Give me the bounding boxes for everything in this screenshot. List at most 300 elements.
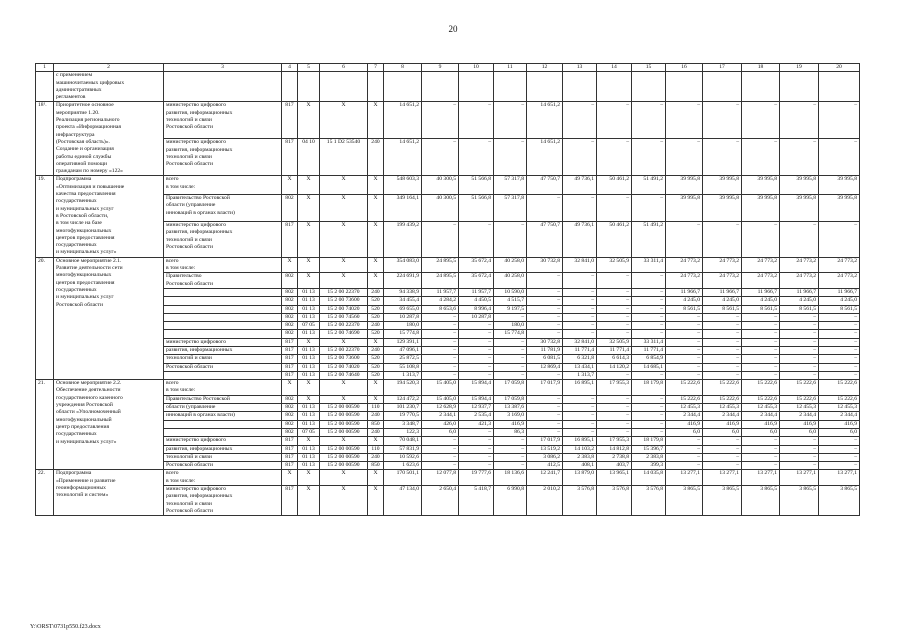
budget-code-cell: X bbox=[298, 102, 320, 139]
amount-cell: 15 222,6 bbox=[666, 380, 703, 396]
amount-cell: 14 651,2 bbox=[527, 139, 563, 176]
executor-cell bbox=[164, 288, 282, 296]
table-row bbox=[36, 176, 860, 194]
budget-code-cell: 15 2 00 74560 bbox=[320, 313, 368, 321]
budget-code-cell: X bbox=[368, 380, 384, 396]
amount-cell: 8 561,5 bbox=[819, 305, 860, 313]
amount-cell bbox=[597, 72, 632, 102]
budget-code-cell: 520 bbox=[368, 297, 384, 305]
column-header: 8 bbox=[384, 64, 422, 72]
amount-cell: – bbox=[527, 330, 563, 338]
amount-cell: – bbox=[632, 412, 666, 420]
executor-cell: технологий и связи bbox=[164, 453, 282, 461]
amount-cell: 11 781,9 bbox=[527, 346, 563, 354]
executor-cell bbox=[164, 428, 282, 436]
row-number-cell: 22. bbox=[36, 470, 54, 516]
amount-cell: – bbox=[780, 363, 819, 371]
executor-cell: министерство цифрового развития, информационных технологий и связи Ростовской области bbox=[164, 486, 282, 516]
amount-cell: 2 383,8 bbox=[632, 453, 666, 461]
amount-cell: 17 017,9 bbox=[527, 380, 563, 396]
amount-cell: 11 966,7 bbox=[780, 288, 819, 296]
budget-code-cell: X bbox=[298, 194, 320, 221]
executor-cell bbox=[164, 72, 282, 102]
amount-cell: – bbox=[563, 412, 597, 420]
amount-cell: 11 966,7 bbox=[703, 288, 742, 296]
amount-cell: 47 134,0 bbox=[384, 486, 422, 516]
amount-cell: 39 995,8 bbox=[780, 194, 819, 221]
amount-cell: – bbox=[563, 322, 597, 330]
amount-cell: – bbox=[459, 355, 494, 363]
column-header: 10 bbox=[459, 64, 494, 72]
amount-cell: 24 773,2 bbox=[780, 257, 819, 273]
amount-cell bbox=[742, 72, 780, 102]
amount-cell: – bbox=[703, 453, 742, 461]
budget-code-cell: X bbox=[282, 470, 298, 486]
amount-cell: – bbox=[666, 221, 703, 257]
amount-cell: – bbox=[703, 221, 742, 257]
amount-cell: 11 957,7 bbox=[422, 288, 459, 296]
footer-file-path: Y:\ORST\0731p550.f23.docx bbox=[30, 624, 101, 630]
amount-cell: 2 535,4 bbox=[459, 412, 494, 420]
budget-code-cell: 15 2 00 00590 bbox=[320, 412, 368, 420]
budget-code-cell: X bbox=[320, 338, 368, 346]
amount-cell: – bbox=[632, 273, 666, 289]
budget-code-cell: 15 2 00 74640 bbox=[320, 371, 368, 379]
amount-cell: 40 258,0 bbox=[494, 257, 527, 273]
amount-cell: – bbox=[527, 371, 563, 379]
amount-cell: – bbox=[563, 395, 597, 403]
amount-cell: 3 865,5 bbox=[666, 486, 703, 516]
budget-code-cell: 802 bbox=[282, 194, 298, 221]
executor-cell: инноваций в органах власти) bbox=[164, 412, 282, 420]
amount-cell: 40 258,0 bbox=[494, 273, 527, 289]
amount-cell: 32 841,0 bbox=[563, 338, 597, 346]
amount-cell: – bbox=[597, 194, 632, 221]
executor-cell: всего в том числе: bbox=[164, 176, 282, 194]
amount-cell: – bbox=[666, 139, 703, 176]
amount-cell: – bbox=[597, 322, 632, 330]
amount-cell: – bbox=[563, 330, 597, 338]
amount-cell: – bbox=[494, 346, 527, 354]
column-header: 14 bbox=[597, 64, 632, 72]
amount-cell: 8 561,5 bbox=[780, 305, 819, 313]
amount-cell: 170 501,1 bbox=[384, 470, 422, 486]
column-header: 1 bbox=[36, 64, 54, 72]
amount-cell: – bbox=[422, 322, 459, 330]
amount-cell: 57 317,8 bbox=[494, 176, 527, 194]
budget-code-cell: 802 bbox=[282, 288, 298, 296]
amount-cell: – bbox=[742, 102, 780, 139]
amount-cell: – bbox=[494, 355, 527, 363]
amount-cell: 2 344,4 bbox=[666, 412, 703, 420]
amount-cell: 14 035,8 bbox=[632, 470, 666, 486]
amount-cell: – bbox=[666, 338, 703, 346]
table-row bbox=[36, 72, 860, 102]
budget-code-cell: 15 2 00 74690 bbox=[320, 330, 368, 338]
amount-cell: – bbox=[597, 420, 632, 428]
executor-cell: министерство цифрового развития, информационных технологий и связи Ростовской области bbox=[164, 139, 282, 176]
amount-cell: 25 872,5 bbox=[384, 355, 422, 363]
amount-cell: 39 995,8 bbox=[780, 176, 819, 194]
amount-cell: 12 455,3 bbox=[703, 404, 742, 412]
column-header: 20 bbox=[819, 64, 860, 72]
amount-cell: 14 685,1 bbox=[632, 363, 666, 371]
amount-cell: – bbox=[422, 221, 459, 257]
amount-cell: 15 222,6 bbox=[819, 395, 860, 403]
amount-cell: 12 455,3 bbox=[742, 404, 780, 412]
budget-code-cell bbox=[368, 72, 384, 102]
amount-cell: – bbox=[666, 363, 703, 371]
amount-cell: 180,0 bbox=[384, 322, 422, 330]
amount-cell bbox=[666, 72, 703, 102]
amount-cell: 69 655,0 bbox=[384, 305, 422, 313]
amount-cell: – bbox=[422, 445, 459, 453]
amount-cell: 13 387,6 bbox=[494, 404, 527, 412]
amount-cell: 12 455,3 bbox=[819, 404, 860, 412]
budget-code-cell: 240 bbox=[368, 412, 384, 420]
amount-cell: 14 651,2 bbox=[527, 102, 563, 139]
amount-cell: 3 865,5 bbox=[780, 486, 819, 516]
amount-cell: – bbox=[666, 322, 703, 330]
amount-cell: 15 405,0 bbox=[422, 395, 459, 403]
amount-cell: 6 990,8 bbox=[494, 486, 527, 516]
amount-cell: 416,9 bbox=[819, 420, 860, 428]
executor-cell bbox=[164, 371, 282, 379]
amount-cell: – bbox=[459, 322, 494, 330]
amount-cell: 24 773,2 bbox=[666, 273, 703, 289]
amount-cell: – bbox=[666, 437, 703, 445]
budget-code-cell: 817 bbox=[282, 338, 298, 346]
amount-cell: – bbox=[563, 313, 597, 321]
amount-cell: – bbox=[422, 371, 459, 379]
amount-cell: – bbox=[703, 462, 742, 470]
amount-cell: – bbox=[527, 428, 563, 436]
amount-cell: – bbox=[563, 428, 597, 436]
budget-code-cell: 240 bbox=[368, 288, 384, 296]
budget-code-cell: 802 bbox=[282, 330, 298, 338]
budget-code-cell: 520 bbox=[368, 355, 384, 363]
amount-cell: 8 561,5 bbox=[666, 305, 703, 313]
amount-cell: – bbox=[597, 395, 632, 403]
amount-cell: 194 520,3 bbox=[384, 380, 422, 396]
amount-cell: 416,9 bbox=[666, 420, 703, 428]
amount-cell: 15 894,4 bbox=[459, 395, 494, 403]
amount-cell: 19 770,5 bbox=[384, 412, 422, 420]
budget-code-cell bbox=[282, 72, 298, 102]
amount-cell: 2 344,4 bbox=[703, 412, 742, 420]
amount-cell: 16 895,1 bbox=[563, 380, 597, 396]
amount-cell: – bbox=[632, 395, 666, 403]
amount-cell: 17 955,3 bbox=[597, 437, 632, 445]
amount-cell: 47 750,7 bbox=[527, 221, 563, 257]
executor-cell: всего в том числе: bbox=[164, 470, 282, 486]
amount-cell: – bbox=[742, 437, 780, 445]
amount-cell: 2 738,8 bbox=[597, 453, 632, 461]
amount-cell: 50 461,2 bbox=[597, 221, 632, 257]
amount-cell: 15 405,0 bbox=[422, 380, 459, 396]
amount-cell: – bbox=[597, 330, 632, 338]
amount-cell: 49 736,1 bbox=[563, 221, 597, 257]
amount-cell: 24 773,2 bbox=[742, 273, 780, 289]
amount-cell: 50 461,2 bbox=[597, 176, 632, 194]
executor-cell: министерство цифрового bbox=[164, 338, 282, 346]
amount-cell: 24 895,5 bbox=[422, 273, 459, 289]
amount-cell bbox=[703, 72, 742, 102]
amount-cell: 51 491,2 bbox=[632, 221, 666, 257]
budget-code-cell: 15 2 00 00590 bbox=[320, 453, 368, 461]
amount-cell: 3 865,5 bbox=[742, 486, 780, 516]
amount-cell: 122,3 bbox=[384, 428, 422, 436]
amount-cell: 8 996,4 bbox=[459, 305, 494, 313]
budget-code-cell: X bbox=[298, 437, 320, 445]
measure-name-cell: с применением машиночитаемых цифровых административных регламентов bbox=[54, 72, 164, 102]
amount-cell: 11 966,7 bbox=[742, 288, 780, 296]
amount-cell: 4 284,2 bbox=[422, 297, 459, 305]
amount-cell: – bbox=[742, 346, 780, 354]
column-header: 6 bbox=[320, 64, 368, 72]
amount-cell: 24 773,2 bbox=[780, 273, 819, 289]
executor-cell: министерство цифрового bbox=[164, 437, 282, 445]
amount-cell: 15 222,6 bbox=[703, 395, 742, 403]
budget-code-cell: 15 2 00 22370 bbox=[320, 322, 368, 330]
budget-code-cell: 15 2 00 73600 bbox=[320, 297, 368, 305]
amount-cell: – bbox=[819, 462, 860, 470]
amount-cell: 14 651,2 bbox=[384, 102, 422, 139]
amount-cell: 24 773,2 bbox=[703, 257, 742, 273]
budget-code-cell: 01 13 bbox=[298, 404, 320, 412]
table-row bbox=[36, 380, 860, 396]
amount-cell: – bbox=[494, 139, 527, 176]
amount-cell: – bbox=[422, 355, 459, 363]
amount-cell: 12 077,8 bbox=[422, 470, 459, 486]
amount-cell: – bbox=[703, 363, 742, 371]
amount-cell: 24 773,2 bbox=[742, 257, 780, 273]
amount-cell: – bbox=[632, 371, 666, 379]
amount-cell: – bbox=[819, 102, 860, 139]
budget-code-cell: 240 bbox=[368, 453, 384, 461]
amount-cell: 1 623,6 bbox=[384, 462, 422, 470]
amount-cell: 34 455,4 bbox=[384, 297, 422, 305]
amount-cell: – bbox=[666, 346, 703, 354]
budget-code-cell: 04 10 bbox=[298, 139, 320, 176]
amount-cell: – bbox=[527, 194, 563, 221]
amount-cell: – bbox=[632, 305, 666, 313]
amount-cell: 6 321,8 bbox=[563, 355, 597, 363]
column-header: 3 bbox=[164, 64, 282, 72]
amount-cell: – bbox=[563, 288, 597, 296]
amount-cell: – bbox=[742, 322, 780, 330]
budget-code-cell: 15 2 00 22370 bbox=[320, 346, 368, 354]
amount-cell: – bbox=[459, 139, 494, 176]
amount-cell: 39 995,8 bbox=[703, 176, 742, 194]
amount-cell: 3 086,2 bbox=[527, 453, 563, 461]
executor-cell: министерство цифрового развития, информационных технологий и связи Ростовской области bbox=[164, 221, 282, 257]
executor-cell bbox=[164, 313, 282, 321]
amount-cell: 51 566,8 bbox=[459, 194, 494, 221]
amount-cell: – bbox=[819, 313, 860, 321]
budget-code-cell: X bbox=[368, 194, 384, 221]
amount-cell: – bbox=[780, 338, 819, 346]
amount-cell: – bbox=[819, 437, 860, 445]
budget-code-cell: X bbox=[320, 221, 368, 257]
amount-cell: 354 083,0 bbox=[384, 257, 422, 273]
amount-cell: – bbox=[819, 445, 860, 453]
amount-cell: 2 344,1 bbox=[422, 412, 459, 420]
amount-cell: 57 317,8 bbox=[494, 194, 527, 221]
amount-cell: – bbox=[703, 346, 742, 354]
budget-code-cell: 110 bbox=[368, 404, 384, 412]
amount-cell: – bbox=[527, 420, 563, 428]
amount-cell: 4 245,0 bbox=[819, 297, 860, 305]
amount-cell: 4 515,7 bbox=[494, 297, 527, 305]
budget-code-cell: 817 bbox=[282, 221, 298, 257]
row-number-cell: 19. bbox=[36, 176, 54, 257]
amount-cell: 13 434,1 bbox=[563, 363, 597, 371]
row-number-cell: 21. bbox=[36, 380, 54, 470]
executor-cell: технологий и связи bbox=[164, 355, 282, 363]
amount-cell: – bbox=[703, 437, 742, 445]
amount-cell: 24 773,2 bbox=[666, 257, 703, 273]
amount-cell: – bbox=[459, 428, 494, 436]
column-header: 19 bbox=[780, 64, 819, 72]
budget-code-cell bbox=[320, 72, 368, 102]
budget-code-cell: 01 13 bbox=[298, 297, 320, 305]
amount-cell: – bbox=[422, 139, 459, 176]
amount-cell: – bbox=[422, 330, 459, 338]
budget-code-cell: X bbox=[298, 380, 320, 396]
budget-code-cell: 520 bbox=[368, 330, 384, 338]
column-header: 18 bbox=[742, 64, 780, 72]
amount-cell: 19 777,6 bbox=[459, 470, 494, 486]
amount-cell: – bbox=[632, 102, 666, 139]
budget-code-cell: X bbox=[320, 395, 368, 403]
amount-cell: – bbox=[527, 297, 563, 305]
amount-cell: 18 136,6 bbox=[494, 470, 527, 486]
amount-cell bbox=[459, 72, 494, 102]
amount-cell: 15 774,8 bbox=[384, 330, 422, 338]
amount-cell: 9 197,5 bbox=[494, 305, 527, 313]
amount-cell: 17 059,8 bbox=[494, 380, 527, 396]
budget-code-cell: X bbox=[368, 486, 384, 516]
amount-cell: 11 771,4 bbox=[563, 346, 597, 354]
budget-code-cell: X bbox=[320, 102, 368, 139]
amount-cell: 57 831,9 bbox=[384, 445, 422, 453]
budget-code-cell: 01 13 bbox=[298, 305, 320, 313]
executor-cell: министерство цифрового развития, информационных технологий и связи Ростовской области bbox=[164, 102, 282, 139]
amount-cell: 13 519,2 bbox=[527, 445, 563, 453]
amount-cell: – bbox=[459, 437, 494, 445]
amount-cell: 39 995,8 bbox=[703, 194, 742, 221]
amount-cell: 5 418,7 bbox=[459, 486, 494, 516]
amount-cell: 3 865,5 bbox=[703, 486, 742, 516]
amount-cell bbox=[780, 72, 819, 102]
budget-code-cell: X bbox=[298, 486, 320, 516]
amount-cell: 49 736,1 bbox=[563, 176, 597, 194]
amount-cell: – bbox=[459, 221, 494, 257]
amount-cell: 13 277,1 bbox=[703, 470, 742, 486]
amount-cell: 4 245,0 bbox=[666, 297, 703, 305]
amount-cell: 15 222,6 bbox=[780, 380, 819, 396]
amount-cell: – bbox=[819, 346, 860, 354]
amount-cell: – bbox=[459, 445, 494, 453]
amount-cell bbox=[527, 72, 563, 102]
amount-cell: – bbox=[632, 313, 666, 321]
amount-cell: – bbox=[703, 102, 742, 139]
amount-cell: 15 222,6 bbox=[819, 380, 860, 396]
amount-cell: 39 995,8 bbox=[819, 194, 860, 221]
amount-cell: – bbox=[494, 363, 527, 371]
amount-cell: 6 081,5 bbox=[527, 355, 563, 363]
table-row bbox=[36, 102, 860, 139]
executor-cell: Правительство Ростовской bbox=[164, 395, 282, 403]
amount-cell: – bbox=[666, 462, 703, 470]
amount-cell: 51 491,2 bbox=[632, 176, 666, 194]
amount-cell: 6 614,3 bbox=[597, 355, 632, 363]
amount-cell: 24 773,2 bbox=[819, 257, 860, 273]
amount-cell: – bbox=[742, 313, 780, 321]
amount-cell: – bbox=[563, 420, 597, 428]
amount-cell: – bbox=[494, 102, 527, 139]
budget-code-cell: 817 bbox=[282, 437, 298, 445]
budget-code-cell: X bbox=[298, 257, 320, 273]
amount-cell: – bbox=[459, 453, 494, 461]
amount-cell: 548 603,3 bbox=[384, 176, 422, 194]
budget-code-cell: X bbox=[368, 273, 384, 289]
budget-code-cell: 850 bbox=[368, 420, 384, 428]
amount-cell: 14 812,8 bbox=[597, 445, 632, 453]
amount-cell: – bbox=[459, 462, 494, 470]
amount-cell: 408,1 bbox=[563, 462, 597, 470]
budget-code-cell: X bbox=[282, 176, 298, 194]
budget-code-cell bbox=[298, 72, 320, 102]
amount-cell: – bbox=[666, 355, 703, 363]
column-header: 7 bbox=[368, 64, 384, 72]
amount-cell bbox=[563, 72, 597, 102]
amount-cell: – bbox=[422, 363, 459, 371]
amount-cell: 1 313,7 bbox=[384, 371, 422, 379]
amount-cell: 35 672,4 bbox=[459, 257, 494, 273]
budget-code-cell: 15 2 00 74020 bbox=[320, 305, 368, 313]
executor-cell: области (управление bbox=[164, 404, 282, 412]
amount-cell: – bbox=[742, 453, 780, 461]
budget-code-cell: 01 13 bbox=[298, 420, 320, 428]
amount-cell: – bbox=[819, 139, 860, 176]
amount-cell: 15 774,8 bbox=[494, 330, 527, 338]
amount-cell: 3 576,8 bbox=[597, 486, 632, 516]
amount-cell: 15 222,6 bbox=[742, 380, 780, 396]
executor-cell bbox=[164, 330, 282, 338]
budget-code-cell: X bbox=[320, 486, 368, 516]
budget-code-cell: 802 bbox=[282, 395, 298, 403]
executor-cell: развития, информационных bbox=[164, 346, 282, 354]
amount-cell: – bbox=[527, 288, 563, 296]
budget-code-cell: X bbox=[298, 338, 320, 346]
amount-cell: 180,0 bbox=[494, 322, 527, 330]
amount-cell: – bbox=[494, 313, 527, 321]
measure-name-cell: Основное мероприятие 2.2. Обеспечение деятельности государственного казенного учреждения Ростовской области «Уполномоченный многофункциональный центр предоставления государственных и муниципальных услуг» bbox=[54, 380, 164, 470]
amount-cell: – bbox=[494, 462, 527, 470]
amount-cell: – bbox=[780, 453, 819, 461]
column-header: 13 bbox=[563, 64, 597, 72]
budget-code-cell: 240 bbox=[368, 139, 384, 176]
amount-cell: 2 344,4 bbox=[742, 412, 780, 420]
budget-code-cell: 240 bbox=[368, 428, 384, 436]
amount-cell: 6,0 bbox=[703, 428, 742, 436]
amount-cell: 12 241,7 bbox=[527, 470, 563, 486]
amount-cell: – bbox=[780, 139, 819, 176]
amount-cell: – bbox=[703, 445, 742, 453]
amount-cell: – bbox=[666, 330, 703, 338]
